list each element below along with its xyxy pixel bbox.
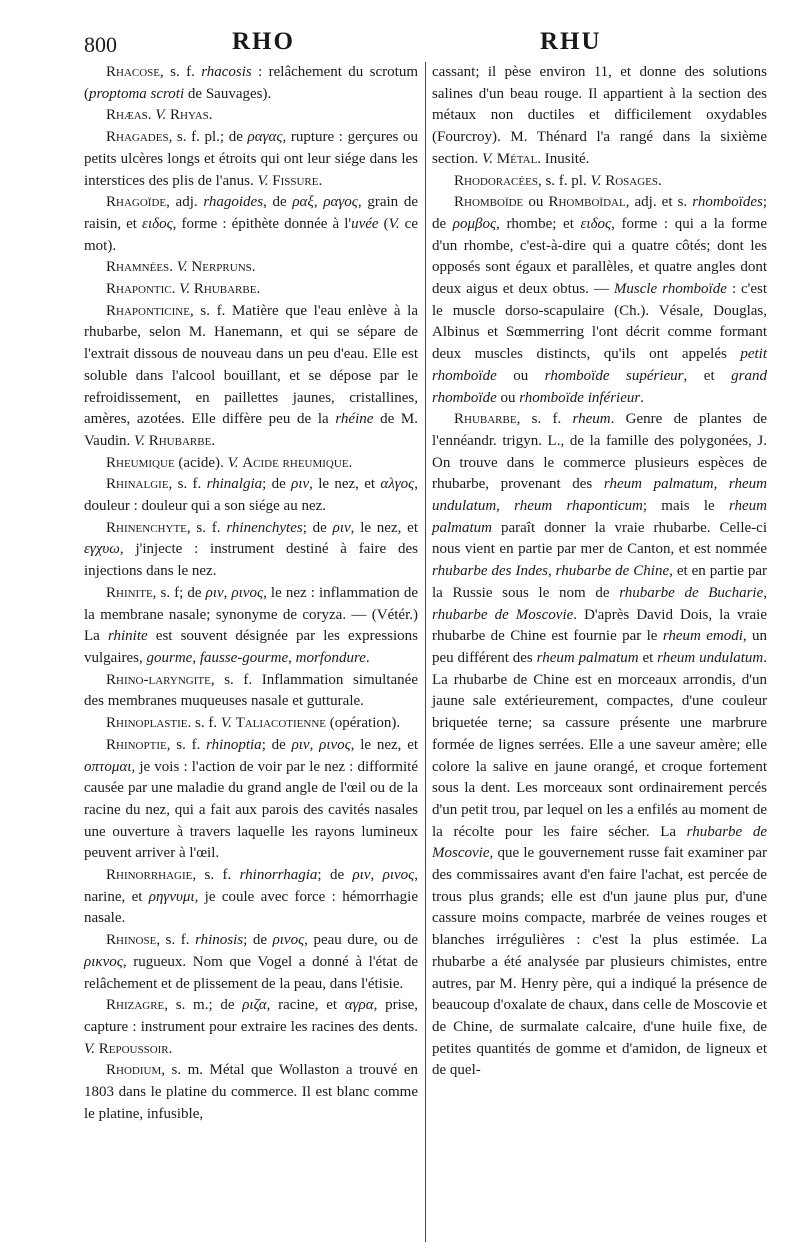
- italic-term: rhinoptia: [206, 736, 262, 753]
- definition-text: ; mais le: [642, 498, 729, 515]
- definition-text: , s. f.: [166, 736, 207, 753]
- headword: Rhizagre: [106, 997, 165, 1014]
- definition-text: et: [638, 649, 658, 666]
- entry-rhinoplastie: [84, 713, 418, 735]
- headword: Rhubarbe: [454, 411, 517, 428]
- definition-text: , prise, capture : instrument pour extraire les racines des dents.: [84, 997, 418, 1035]
- definition-text: .: [171, 281, 180, 298]
- entry-rhinose: [84, 930, 418, 995]
- definition-text: , s. m.; de: [164, 997, 243, 1014]
- entry-rhinalgie: [84, 474, 418, 517]
- definition-text: ; de: [302, 519, 333, 536]
- definition-text: , forme : qui a la forme d'un rhombe, c'est-à-dire qui a quatre côtés; dont les opposés sont égaux et parallèles, et quatre angles dont deux aigus et deux obtus. —: [432, 215, 767, 298]
- italic-term: fausse-gourme: [199, 649, 289, 666]
- definition-text: .: [658, 172, 662, 189]
- column-rule: [425, 62, 426, 1242]
- italic-term: V.: [134, 432, 145, 449]
- definition-text: , et: [683, 367, 732, 384]
- italic-term: V.: [257, 172, 269, 189]
- left-running-head: RHO: [232, 28, 295, 55]
- headword: Rhamnées: [106, 259, 170, 276]
- definition-text: , s. f.: [168, 476, 207, 493]
- italic-term: ρινος: [382, 867, 415, 884]
- italic-term: rhomboïdes: [692, 194, 763, 211]
- definition-text: , s. f. pl.; de: [168, 129, 248, 146]
- italic-term: rheum palmatum: [536, 649, 639, 666]
- definition-text: cassant; il pèse environ 11, et donne des solutions salines d'un beau rouge. Il appartient à la section des métaux non ductiles et difficilement oxydables (Fourcroy). M. Thénard l'a rangé dans la sixième section.: [432, 64, 767, 167]
- italic-term: V.: [155, 107, 167, 124]
- italic-term: εγχυω: [84, 541, 120, 558]
- cross-reference: Métal: [496, 150, 538, 167]
- definition-text: paraît donner la vraie rhubarbe. Celle-ci nous vient en partie par mer de Canton, et est nommée: [432, 519, 767, 558]
- definition-text: , racine, et: [266, 997, 345, 1014]
- italic-term: rhinenchytes: [226, 519, 303, 536]
- definition-text: , s. f. Inflammation simultanée des membranes muqueuses nasale et gutturale.: [84, 671, 418, 710]
- definition-text: .: [318, 172, 323, 189]
- headword: Rhomboïde: [454, 194, 524, 211]
- cross-reference: Fissure: [272, 172, 319, 189]
- entry-rhinenchyte: [84, 518, 418, 583]
- definition-text: , le nez, et: [350, 519, 418, 536]
- italic-term: ριν: [205, 584, 224, 601]
- definition-text: .: [208, 107, 213, 124]
- italic-term: ριν: [332, 519, 351, 536]
- definition-text: .: [169, 259, 177, 276]
- definition-text: , s. f.: [516, 411, 573, 428]
- definition-text: ,: [223, 584, 232, 601]
- italic-term: ριν: [352, 867, 371, 884]
- entry-rhubarbe: [432, 409, 767, 1082]
- definition-text: (opération).: [326, 715, 401, 732]
- entry-rhino-laryngite: [84, 670, 418, 713]
- definition-text: .: [256, 281, 261, 298]
- definition-text: .: [168, 1040, 173, 1057]
- definition-text: .: [211, 432, 216, 449]
- headword: Rhaponticine: [106, 302, 190, 319]
- headword: Rhinoplastie: [106, 715, 188, 732]
- italic-term: rhinite: [107, 628, 148, 645]
- definition-text: ,: [288, 649, 296, 666]
- entry-rhacose: [84, 62, 418, 105]
- definition-text: , s. f.: [156, 932, 196, 949]
- italic-term: rheum undulatum: [657, 649, 764, 666]
- definition-text: de Sauvages).: [184, 85, 272, 102]
- definition-text: . Inusité.: [537, 150, 590, 167]
- definition-text: .: [640, 389, 644, 406]
- italic-term: οπτομαι: [84, 758, 132, 775]
- cross-reference: Rhomboïdal: [548, 194, 626, 211]
- cross-reference: Taliacotienne: [235, 715, 326, 732]
- italic-term: V.: [590, 172, 602, 189]
- cross-reference: Rosages: [605, 172, 658, 189]
- definition-text: , le nez, et: [309, 476, 381, 493]
- definition-text: , que le gouvernement russe fait examiner par des commissaires avant d'en faire l'achat, est percée de trous plus grands; elle est d'un jaune plus pur, d'une cassure moins compacte, marbrée de veines rouges et blanches irrégulières : c'est la plus estimée. La rhubarbe a été analysée par plusieurs chimistes, entre autres, par M. Henry père, qui a indiqué la présence de beaucoup d'oxalate de chaux, dans celle de Moscovie et de Chine, de surmalate calcaire, d'une huile fixe, de petites quantités de gomme et d'amidon, de ligneux et de quel-: [432, 845, 767, 1079]
- cross-reference: Nerpruns: [191, 259, 252, 276]
- entry-rhinorrhagie: [84, 865, 418, 930]
- italic-term: αλγος: [380, 476, 415, 493]
- definition-text: ; de: [243, 932, 273, 949]
- headword: Rhodoracées: [454, 172, 538, 189]
- running-head: [0, 26, 800, 60]
- definition-text: , le nez, et: [350, 736, 419, 753]
- definition-text: , s. f.: [192, 867, 240, 884]
- definition-text: .: [365, 649, 370, 666]
- italic-term: rhinosis: [195, 932, 244, 949]
- entry-rhomboine: [432, 192, 767, 409]
- definition-text: ,: [192, 649, 200, 666]
- definition-text: , narine, et: [84, 867, 419, 905]
- entry-rhamnees: [84, 257, 418, 279]
- definition-text: ou: [496, 389, 520, 406]
- italic-term: petit rhomboïde: [432, 346, 767, 384]
- definition-text: , de: [263, 194, 293, 211]
- definition-text: ,: [313, 194, 324, 211]
- italic-term: V.: [179, 281, 191, 298]
- headword: Rhapontic: [106, 281, 172, 298]
- italic-term: ρινος: [319, 736, 351, 753]
- definition-text: , et en partie par la Russie sous le nom de: [432, 563, 767, 601]
- headword: Rheumique: [106, 454, 175, 471]
- italic-term: rhacosis: [201, 64, 252, 80]
- headword: Rhinoptie: [106, 736, 167, 753]
- definition-text: , forme : épithète donnée à l': [172, 215, 352, 232]
- headword: Rhinenchyte: [106, 519, 187, 536]
- italic-term: rhubarbe de Bucharie, rhubarbe de Moscovie: [432, 584, 768, 623]
- italic-term: V.: [482, 150, 493, 167]
- definition-text: .: [251, 259, 256, 276]
- cross-reference: Rhubarbe: [193, 281, 257, 298]
- italic-term: ριζα: [242, 997, 267, 1014]
- definition-text: , grain de raisin, et: [84, 194, 419, 232]
- italic-term: rhinalgia: [206, 476, 263, 493]
- entry-rhinoptie: [84, 735, 418, 865]
- italic-term: ριν: [291, 736, 310, 753]
- italic-term: rheum: [572, 411, 611, 428]
- definition-text: ; de: [261, 736, 292, 753]
- right-running-head: RHU: [540, 28, 602, 55]
- definition-text: , rhombe; et: [496, 215, 581, 232]
- italic-term: V.: [84, 1040, 95, 1057]
- italic-term: ραγας: [247, 129, 283, 146]
- italic-term: rheum palmatum, rheum undulatum, rheum rhaponticum: [432, 476, 767, 515]
- definition-text: , s. f.: [160, 64, 202, 80]
- italic-term: V.: [227, 454, 239, 471]
- definition-text: ; de: [432, 194, 767, 232]
- definition-text: . Genre de plantes de l'ennéandr. trigyn. L., de la famille des polygonées, J. On trouve dans le commerce plusieurs espèces de rhubarbe, provenant des: [432, 411, 767, 493]
- headword: Rhinorrhagie: [106, 867, 193, 884]
- italic-term: rhubarbe des Indes, rhubarbe de Chine: [432, 563, 670, 580]
- italic-term: rhinorrhagia: [239, 867, 318, 884]
- italic-term: ρινος: [231, 584, 264, 601]
- left-column: [84, 62, 418, 1125]
- italic-term: gourme: [146, 649, 193, 666]
- entry-rhodium-cont: [432, 62, 767, 171]
- definition-text: , s. f; de: [152, 584, 206, 601]
- headword: Rhagoïde: [106, 194, 167, 211]
- headword: Rhinalgie: [106, 476, 169, 493]
- italic-term: V.: [388, 215, 400, 232]
- definition-text: , rugueux. Nom que Vogel a donné à l'état de relâchement et de plissement de la peau, dans l'étisie.: [84, 953, 418, 992]
- italic-term: ρομβος: [452, 215, 497, 232]
- headword: Rhæas: [106, 107, 148, 124]
- definition-text: (: [378, 215, 389, 232]
- definition-text: , je vois : l'action de voir par le nez : difformité causée par une maladie du grand angle de l'œil ou de la racine du nez, qui a fait aux parois des cavités nasales une ouverture à travers laquelle les rayons lumineux peuvent arriver à l'œil.: [84, 758, 418, 862]
- italic-term: rhubarbe de Moscovie: [432, 823, 767, 862]
- italic-term: rheum palmatum: [432, 498, 768, 536]
- definition-text: , s. f.: [186, 519, 227, 536]
- definition-text: : relâchement du scrotum (: [84, 64, 418, 102]
- italic-term: morfondure: [295, 649, 366, 666]
- definition-text: est souvent désignée par les expressions vulgaires,: [84, 628, 419, 666]
- cross-reference: Rhubarbe: [148, 432, 212, 449]
- definition-text: . La rhubarbe de Chine est en morceaux arrondis, d'un jaune sale extérieurement, compactes, d'une couleur briquetée terne; sa cassure présente une marbrure formée de lignes serrées. Elle a une saveur amère; elle colore la salive en jaune orangé, et croque fortement sous la dent. Les morceaux sont ordinairement percés d'un petit trou, par lequel on les a enfilés au moment de la récolte pour les faire sécher. La: [432, 649, 768, 840]
- definition-text: (acide).: [174, 454, 228, 471]
- headword: Rhinite: [106, 584, 153, 601]
- definition-text: . D'après David Dois, la vraie rhubarbe de Chine est fournie par le: [432, 606, 768, 645]
- definition-text: .: [348, 454, 353, 471]
- definition-text: , adj. et s.: [625, 194, 693, 211]
- cross-reference: Rhyas: [170, 107, 209, 124]
- italic-term: V.: [176, 259, 188, 276]
- definition-text: , s. m. Métal que Wollaston a trouvé en 1803 dans le platine du commerce. Il est blanc comme le platine, infusible,: [84, 1062, 418, 1122]
- headword: Rhagades: [106, 129, 169, 146]
- italic-term: rhéine: [335, 411, 374, 428]
- right-column: [432, 62, 767, 1082]
- italic-term: V.: [220, 715, 232, 732]
- definition-text: , peau dure, ou de: [304, 932, 418, 949]
- entry-rhagades: [84, 127, 418, 192]
- italic-term: ρηγνυμι: [148, 888, 195, 905]
- definition-text: ; de: [262, 476, 292, 493]
- definition-text: . s. f.: [187, 715, 221, 732]
- headword: Rhino-laryngite: [106, 671, 211, 688]
- definition-text: , rupture : gerçures ou petits ulcères longs et étroits qui ont leur siége dans les interstices des plis de l'anus.: [84, 129, 418, 189]
- italic-term: rhagoides: [203, 194, 264, 211]
- entry-rhaponticine: [84, 301, 418, 453]
- italic-term: ρικνος: [84, 953, 123, 970]
- entry-rhodoracees: [432, 171, 767, 193]
- definition-text: ou: [523, 194, 549, 211]
- italic-term: uvée: [351, 215, 379, 232]
- definition-text: , s. f. pl.: [537, 172, 591, 189]
- headword: Rhodium: [106, 1062, 162, 1079]
- page-number: 800: [84, 32, 117, 57]
- italic-term: Muscle rhomboïde: [613, 281, 727, 298]
- entry-rhaeas: [84, 105, 418, 127]
- entry-rhinite: [84, 583, 418, 670]
- definition-text: ,: [370, 867, 383, 884]
- definition-text: ou: [496, 367, 545, 384]
- italic-term: rheum emodi: [662, 628, 743, 645]
- italic-term: ρινος: [272, 932, 305, 949]
- headword: Rhinose: [106, 932, 157, 949]
- entry-rheumique: [84, 453, 418, 475]
- cross-reference: Acide rheumique: [242, 454, 349, 471]
- definition-text: , un peu différent des: [432, 628, 768, 666]
- entry-rhizagre: [84, 995, 418, 1060]
- italic-term: ειδος: [580, 215, 612, 232]
- definition-text: , je coule avec force : hémorrhagie nasale.: [84, 888, 418, 927]
- definition-text: , le nez : inflammation de la membrane nasale; synonyme de coryza. — (Vétér.) La: [84, 584, 419, 645]
- definition-text: de M. Vaudin.: [84, 411, 419, 449]
- italic-term: ριν: [291, 476, 310, 493]
- cross-reference: Repoussoir: [98, 1040, 169, 1057]
- definition-text: ce mot).: [84, 215, 418, 254]
- italic-term: ειδος: [142, 215, 173, 232]
- definition-text: , douleur : douleur qui a son siége au nez.: [84, 476, 419, 515]
- italic-term: ραξ: [292, 194, 314, 211]
- definition-text: , adj.: [166, 194, 204, 211]
- entry-rhapontic: [84, 279, 418, 301]
- italic-term: grand rhomboïde: [432, 367, 767, 406]
- italic-term: ραγος: [323, 194, 358, 211]
- italic-term: rhomboïde inférieur: [519, 389, 641, 406]
- italic-term: proptoma scroti: [89, 85, 185, 102]
- definition-text: : c'est le muscle dorso-scapulaire (Ch.). Vésale, Douglas, Albinus et Sœmmerring l'ont décrit comme formant deux muscles distincts, qu'ils ont appelés: [432, 281, 767, 363]
- entry-rhagoide: [84, 192, 418, 257]
- definition-text: .: [147, 107, 156, 124]
- definition-text: ,: [309, 736, 320, 753]
- definition-text: ; de: [317, 867, 353, 884]
- entry-rhodium: [84, 1060, 418, 1125]
- italic-term: rhomboïde supérieur: [544, 367, 684, 384]
- definition-text: , s. f. Matière que l'eau enlève à la rhubarbe, selon M. Hanemann, et qui se sépare de l'extrait dissous de nouveau dans un peu d'eau. Elle est soluble dans l'alcool bouillant, et se dépose par le refroidissement, en paillettes jaunes, cristallines, amères, azotées. Elle diffère peu de la: [84, 302, 418, 428]
- headword: Rhacose: [106, 64, 161, 80]
- definition-text: , j'injecte : instrument destiné à faire des injections dans le nez.: [84, 541, 418, 580]
- italic-term: αγρα: [344, 997, 374, 1014]
